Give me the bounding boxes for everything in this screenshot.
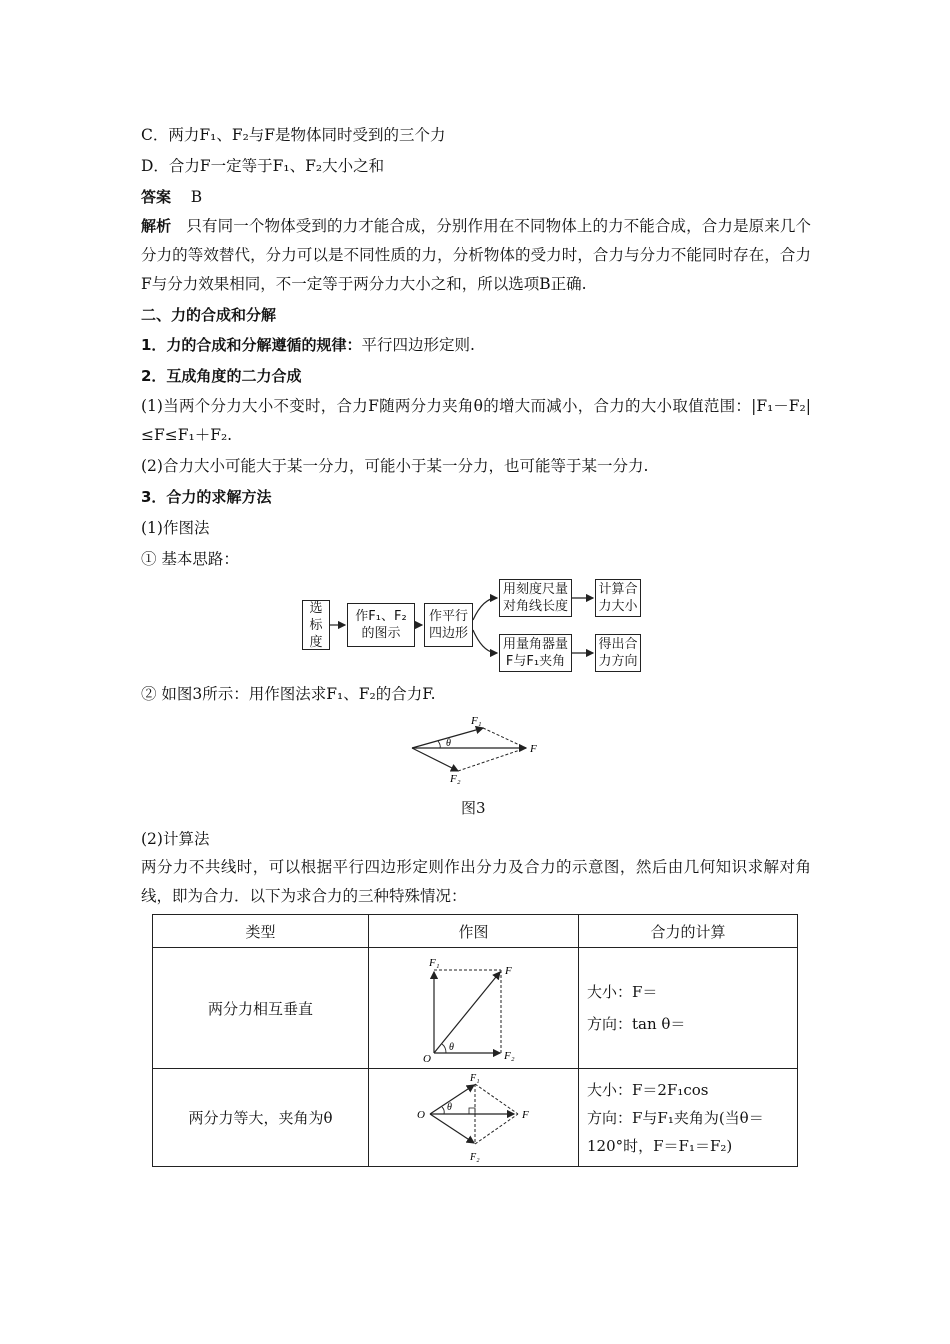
option-d: D．合力F一定等于F₁、F₂大小之和 bbox=[141, 157, 385, 175]
row2-f-label: F bbox=[521, 1108, 529, 1121]
row2-f2-label: F₂ bbox=[469, 1151, 480, 1163]
row1-direction: 方向：tan θ＝ bbox=[587, 1015, 686, 1033]
row1-type: 两分力相互垂直 bbox=[153, 948, 369, 1069]
item1-row bbox=[141, 334, 475, 356]
row1-calc bbox=[579, 948, 798, 1069]
method2-text: 两分力不共线时，可以根据平行四边形定则作出分力及合力的示意图，然后由几何知识求解对角线，即为合力．以下为求合力的三种特殊情况： bbox=[141, 858, 811, 905]
section2-title: 二、力的合成和分解 bbox=[141, 306, 277, 324]
row2-calc bbox=[579, 1069, 798, 1167]
flow-box-scale: 选标度 bbox=[302, 600, 330, 650]
row2-direction-note: 120°时，F＝F₁＝F₂) bbox=[587, 1136, 733, 1155]
item1-rule: 平行四边形定则. bbox=[361, 336, 475, 354]
row2-theta-label: θ bbox=[446, 1101, 452, 1113]
table-row bbox=[153, 948, 798, 1069]
step1-text: ① 基本思路： bbox=[141, 550, 239, 568]
fig3-f2-label: F₂ bbox=[450, 773, 461, 785]
analysis-paragraph bbox=[141, 212, 811, 299]
table-header-row bbox=[153, 915, 798, 948]
flow-box-measure-angle: 用量角器量F与F₁夹角 bbox=[499, 634, 572, 672]
flow-box-parallelogram: 作平行四边形 bbox=[424, 603, 473, 647]
row2-origin-label: O bbox=[416, 1108, 425, 1121]
item3-heading: 3．合力的求解方法 bbox=[141, 488, 272, 506]
special-cases-table bbox=[152, 914, 798, 1167]
table-header-calc: 合力的计算 bbox=[579, 915, 798, 948]
method1-heading: (1)作图法 bbox=[141, 519, 210, 537]
row2-figure bbox=[369, 1069, 579, 1167]
step2-text: ② 如图3所示：用作图法求F₁、F₂的合力F. bbox=[141, 685, 436, 703]
answer-label: 答案 bbox=[141, 188, 172, 206]
answer-row bbox=[141, 186, 202, 208]
option-c: C．两力F₁、F₂与F是物体同时受到的三个力 bbox=[141, 126, 446, 144]
flow-box-calc-magnitude: 计算合力大小 bbox=[595, 579, 641, 617]
fig3-f-label: F bbox=[530, 743, 537, 755]
figure-3-caption: 图3 bbox=[461, 799, 486, 817]
item1-heading: 1．力的合成和分解遵循的规律： bbox=[141, 336, 362, 354]
figure-3-parallelogram bbox=[400, 712, 560, 792]
flow-box-measure-length: 用刻度尺量对角线长度 bbox=[499, 579, 572, 617]
answer-value: B bbox=[190, 188, 203, 206]
fig3-theta-label: θ bbox=[446, 738, 451, 749]
row1-theta-label: θ bbox=[448, 1042, 454, 1053]
equal-forces-diagram bbox=[414, 1071, 534, 1165]
flow-box-draw-forces: 作F₁、F₂的图示 bbox=[347, 603, 415, 647]
row2-f1-label: F₁ bbox=[469, 1072, 480, 1084]
row1-f1-label: F₁ bbox=[428, 957, 440, 969]
flow-box-direction: 得出合力方向 bbox=[595, 634, 641, 672]
analysis-label: 解析 bbox=[141, 217, 172, 235]
table-row bbox=[153, 1069, 798, 1167]
analysis-text: 只有同一个物体受到的力才能合成，分别作用在不同物体上的力不能合成，合力是原来几个分力的等效替代，分力可以是不同性质的力，分析物体的受力时，合力与分力不能同时存在，合力F与分力效果相同，不一定等于两分力大小之和，所以选项B正确. bbox=[141, 217, 811, 293]
row1-f2-label: F₂ bbox=[503, 1050, 515, 1062]
perpendicular-forces-diagram bbox=[419, 952, 529, 1064]
item2-p2: (2)合力大小可能大于某一分力，可能小于某一分力，也可能等于某一分力. bbox=[141, 457, 649, 475]
row2-direction: 方向：F与F₁夹角为(当θ＝ bbox=[587, 1108, 764, 1127]
row1-origin-label: O bbox=[422, 1053, 431, 1064]
item2-heading: 2．互成角度的二力合成 bbox=[141, 367, 302, 385]
row1-magnitude: 大小：F＝ bbox=[587, 983, 658, 1001]
method2-heading: (2)计算法 bbox=[141, 830, 210, 848]
row1-figure bbox=[369, 948, 579, 1069]
row2-type: 两分力等大，夹角为θ bbox=[153, 1069, 369, 1167]
table-header-type: 类型 bbox=[153, 915, 369, 948]
row2-magnitude: 大小：F＝2F₁cos bbox=[587, 1080, 709, 1099]
table-header-figure: 作图 bbox=[369, 915, 579, 948]
row1-f-label: F bbox=[504, 965, 512, 977]
fig3-f1-label: F₁ bbox=[471, 715, 482, 727]
item2-p1: (1)当两个分力大小不变时，合力F随两分力夹角θ的增大而减小，合力的大小取值范围：|F₁－F₂|≤F≤F₁＋F₂. bbox=[141, 397, 811, 444]
